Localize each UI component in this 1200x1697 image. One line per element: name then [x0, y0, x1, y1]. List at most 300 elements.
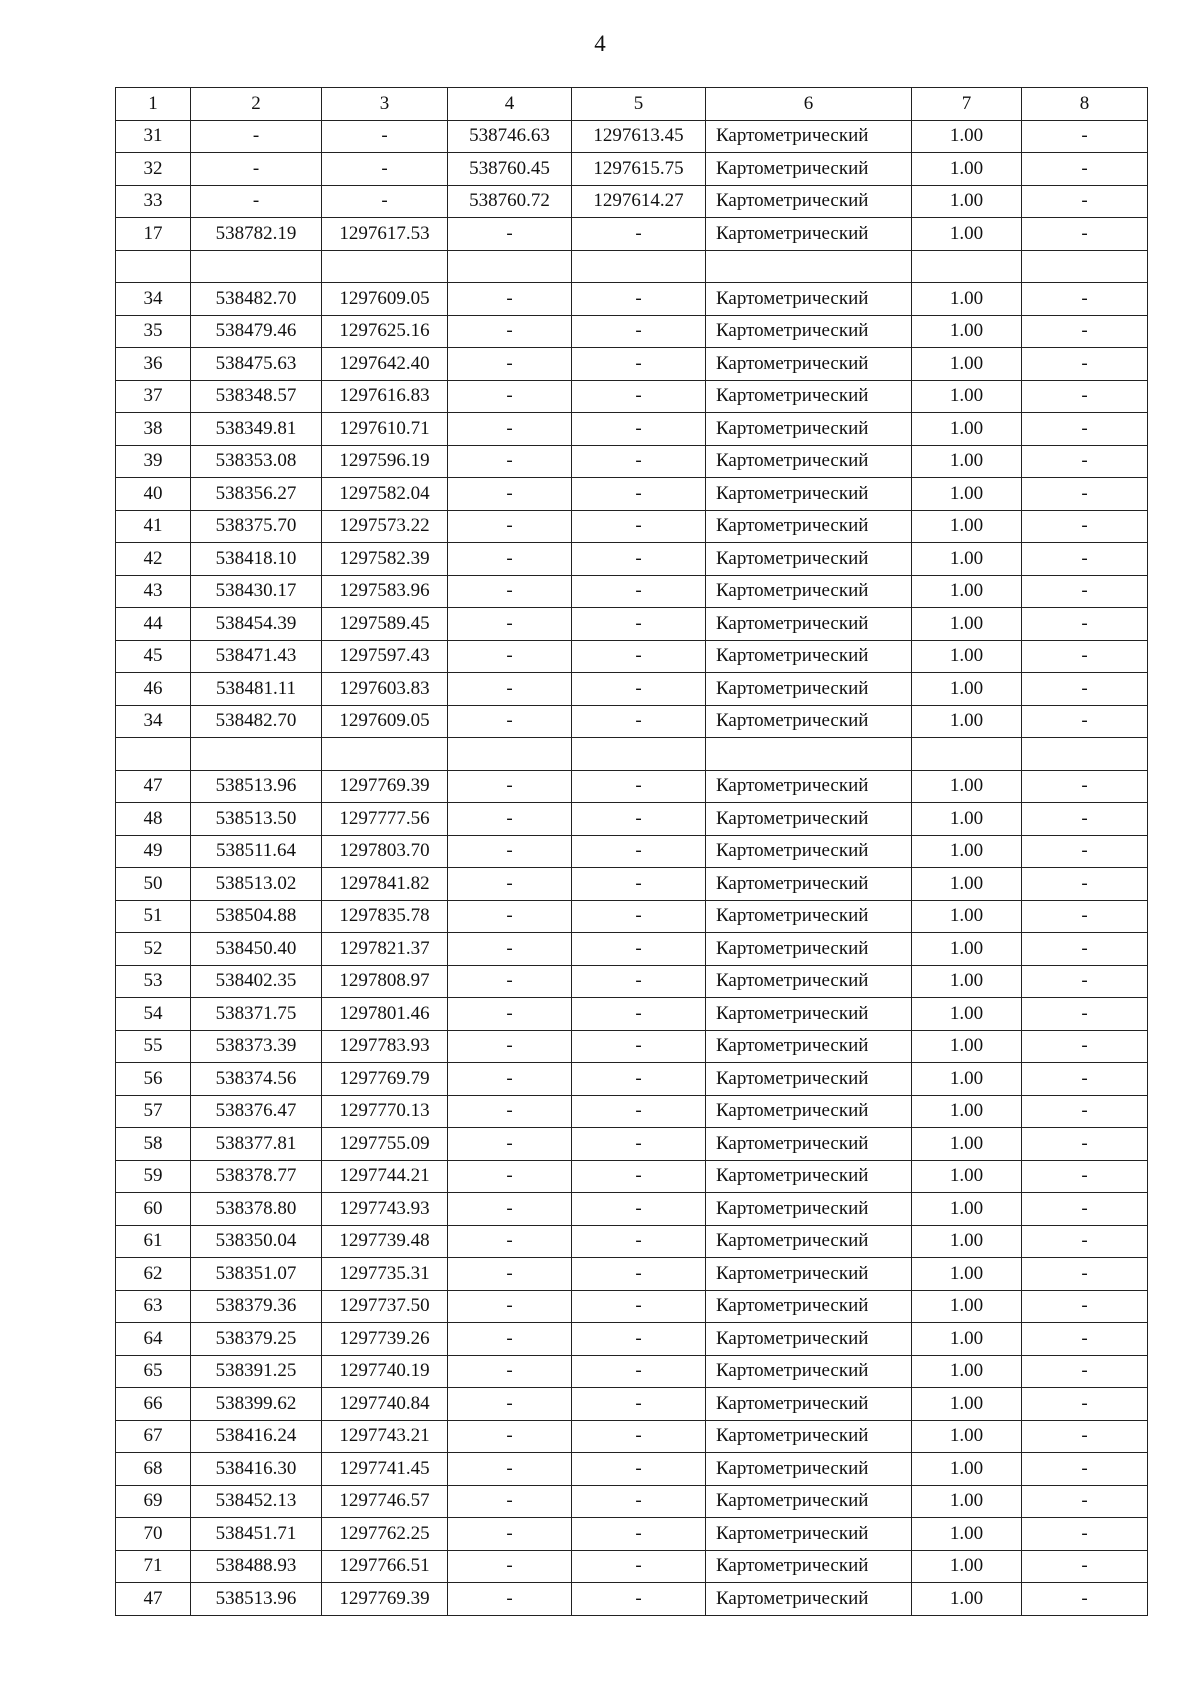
table-cell: 538471.43 — [191, 640, 322, 673]
table-cell: Картометрический — [706, 900, 912, 933]
table-cell: 33 — [116, 185, 191, 218]
table-cell: 1.00 — [912, 933, 1022, 966]
table-cell: 1297614.27 — [572, 185, 706, 218]
table-cell: 43 — [116, 575, 191, 608]
table-cell: 1297743.21 — [322, 1420, 448, 1453]
table-cell: 1.00 — [912, 120, 1022, 153]
table-cell: 64 — [116, 1323, 191, 1356]
table-cell: 538511.64 — [191, 835, 322, 868]
table-cell: 69 — [116, 1485, 191, 1518]
table-cell — [912, 738, 1022, 771]
table-cell: - — [572, 608, 706, 641]
table-cell: 1.00 — [912, 1420, 1022, 1453]
table-cell: 1.00 — [912, 1095, 1022, 1128]
table-cell: 538376.47 — [191, 1095, 322, 1128]
table-cell: 538416.30 — [191, 1453, 322, 1486]
table-cell: - — [1022, 1128, 1148, 1161]
table-cell: - — [572, 510, 706, 543]
table-cell: 1297821.37 — [322, 933, 448, 966]
table-cell: 1297777.56 — [322, 803, 448, 836]
table-row — [116, 413, 1148, 446]
table-cell: - — [572, 965, 706, 998]
table-cell: 1.00 — [912, 380, 1022, 413]
table-cell: 538475.63 — [191, 348, 322, 381]
header-cell: 5 — [572, 88, 706, 121]
table-cell: Картометрический — [706, 1193, 912, 1226]
table-cell: 1297610.71 — [322, 413, 448, 446]
table-cell: 1297589.45 — [322, 608, 448, 641]
table-cell: Картометрический — [706, 803, 912, 836]
table-cell: - — [1022, 283, 1148, 316]
table-cell: 538391.25 — [191, 1355, 322, 1388]
table-cell — [572, 738, 706, 771]
table-cell: 1.00 — [912, 1193, 1022, 1226]
table-cell: 538452.13 — [191, 1485, 322, 1518]
table-cell: - — [448, 1388, 572, 1421]
table-cell: 1.00 — [912, 315, 1022, 348]
header-cell: 8 — [1022, 88, 1148, 121]
table-cell: - — [1022, 1485, 1148, 1518]
table-cell: 1.00 — [912, 900, 1022, 933]
table-cell: - — [1022, 868, 1148, 901]
table-cell: 1297835.78 — [322, 900, 448, 933]
table-cell: - — [572, 1160, 706, 1193]
table-cell: 1.00 — [912, 673, 1022, 706]
table-cell: - — [448, 380, 572, 413]
table-cell: - — [1022, 835, 1148, 868]
table-cell: - — [572, 348, 706, 381]
table-row — [116, 1063, 1148, 1096]
table-cell: 1.00 — [912, 1030, 1022, 1063]
table-cell: 1297617.53 — [322, 218, 448, 251]
table-cell: 53 — [116, 965, 191, 998]
table-cell: - — [1022, 1583, 1148, 1616]
table-cell: - — [448, 608, 572, 641]
table-row — [116, 1453, 1148, 1486]
table-cell: 538416.24 — [191, 1420, 322, 1453]
table-cell: 538454.39 — [191, 608, 322, 641]
table-cell: Картометрический — [706, 965, 912, 998]
table-cell: - — [572, 803, 706, 836]
table-cell: Картометрический — [706, 1128, 912, 1161]
table-cell: 1.00 — [912, 1258, 1022, 1291]
table-cell: - — [572, 1550, 706, 1583]
table-cell: 538374.56 — [191, 1063, 322, 1096]
table-cell: 1.00 — [912, 478, 1022, 511]
table-row — [116, 705, 1148, 738]
table-row — [116, 965, 1148, 998]
table-cell: Картометрический — [706, 1518, 912, 1551]
table-cell — [1022, 250, 1148, 283]
table-cell: 1.00 — [912, 445, 1022, 478]
table-cell: - — [448, 1550, 572, 1583]
table-cell: 51 — [116, 900, 191, 933]
table-cell: 538379.36 — [191, 1290, 322, 1323]
table-cell: 1297769.39 — [322, 770, 448, 803]
table-row — [116, 1550, 1148, 1583]
table-cell: 538353.08 — [191, 445, 322, 478]
table-cell: 538479.46 — [191, 315, 322, 348]
table-cell: - — [1022, 543, 1148, 576]
table-row — [116, 1095, 1148, 1128]
table-cell: 1297625.16 — [322, 315, 448, 348]
table-cell: 538371.75 — [191, 998, 322, 1031]
table-cell: 1297739.26 — [322, 1323, 448, 1356]
table-cell: Картометрический — [706, 348, 912, 381]
table-cell: - — [448, 933, 572, 966]
table-cell: 1297642.40 — [322, 348, 448, 381]
table-cell: 1.00 — [912, 835, 1022, 868]
table-cell: - — [448, 1485, 572, 1518]
header-cell: 6 — [706, 88, 912, 121]
table-cell: 538513.02 — [191, 868, 322, 901]
table-cell: 44 — [116, 608, 191, 641]
table-cell: - — [191, 120, 322, 153]
table-cell: - — [448, 640, 572, 673]
table-cell: 1297766.51 — [322, 1550, 448, 1583]
table-cell: 1.00 — [912, 1225, 1022, 1258]
table-row — [116, 770, 1148, 803]
table-cell: - — [448, 348, 572, 381]
table-cell: 1.00 — [912, 770, 1022, 803]
table-cell: - — [1022, 1258, 1148, 1291]
table-row — [116, 933, 1148, 966]
table-header-row — [116, 88, 1148, 121]
table-cell: 538418.10 — [191, 543, 322, 576]
table-cell: 63 — [116, 1290, 191, 1323]
table-cell: Картометрический — [706, 640, 912, 673]
table-cell: 538378.80 — [191, 1193, 322, 1226]
table-row — [116, 510, 1148, 543]
table-cell: 538482.70 — [191, 283, 322, 316]
table-cell: 538782.19 — [191, 218, 322, 251]
table-cell — [191, 738, 322, 771]
table-cell: - — [572, 1388, 706, 1421]
table-cell: 34 — [116, 283, 191, 316]
table-cell: - — [572, 1193, 706, 1226]
table-cell: 1297735.31 — [322, 1258, 448, 1291]
table-cell: 55 — [116, 1030, 191, 1063]
table-cell: - — [448, 1453, 572, 1486]
table-cell: 538451.71 — [191, 1518, 322, 1551]
table-cell: 1297597.43 — [322, 640, 448, 673]
table-cell: 42 — [116, 543, 191, 576]
table-separator-row — [116, 738, 1148, 771]
table-row — [116, 640, 1148, 673]
table-cell: Картометрический — [706, 1095, 912, 1128]
table-cell: Картометрический — [706, 120, 912, 153]
table-cell: - — [572, 868, 706, 901]
table-cell: 36 — [116, 348, 191, 381]
table-cell: - — [572, 1518, 706, 1551]
table-cell: Картометрический — [706, 933, 912, 966]
table-cell: - — [448, 1258, 572, 1291]
table-cell: - — [1022, 1063, 1148, 1096]
table-cell: - — [572, 1225, 706, 1258]
table-cell: - — [448, 1518, 572, 1551]
table-cell: - — [1022, 998, 1148, 1031]
table-cell: - — [448, 1063, 572, 1096]
table-cell: 538351.07 — [191, 1258, 322, 1291]
table-cell: 41 — [116, 510, 191, 543]
table-cell: 1.00 — [912, 413, 1022, 446]
table-cell: - — [572, 900, 706, 933]
table-row — [116, 283, 1148, 316]
table-cell: 34 — [116, 705, 191, 738]
table-cell: 1297582.04 — [322, 478, 448, 511]
table-cell: 538488.93 — [191, 1550, 322, 1583]
table-row — [116, 185, 1148, 218]
table-cell: 61 — [116, 1225, 191, 1258]
table-cell: Картометрический — [706, 153, 912, 186]
table-cell: - — [1022, 1323, 1148, 1356]
header-cell: 1 — [116, 88, 191, 121]
table-cell: 538430.17 — [191, 575, 322, 608]
table-cell: - — [448, 283, 572, 316]
table-cell: 1297841.82 — [322, 868, 448, 901]
table-row — [116, 1128, 1148, 1161]
table-row — [116, 1290, 1148, 1323]
table-cell: - — [191, 185, 322, 218]
table-row — [116, 1160, 1148, 1193]
table-cell: - — [448, 900, 572, 933]
table-cell: 1.00 — [912, 1128, 1022, 1161]
table-cell: - — [448, 315, 572, 348]
header-cell: 2 — [191, 88, 322, 121]
table-cell: - — [448, 1583, 572, 1616]
table-cell: 1.00 — [912, 185, 1022, 218]
table-cell: 59 — [116, 1160, 191, 1193]
table-cell: - — [1022, 575, 1148, 608]
table-cell: 49 — [116, 835, 191, 868]
table-cell: 538356.27 — [191, 478, 322, 511]
table-cell: - — [191, 153, 322, 186]
table-cell: 1297803.70 — [322, 835, 448, 868]
table-cell — [706, 250, 912, 283]
table-cell: Картометрический — [706, 1388, 912, 1421]
table-cell: - — [448, 1225, 572, 1258]
table-cell: 1.00 — [912, 510, 1022, 543]
table-cell: Картометрический — [706, 1323, 912, 1356]
table-cell: - — [448, 965, 572, 998]
table-cell: 1297743.93 — [322, 1193, 448, 1226]
table-cell: - — [448, 1160, 572, 1193]
table-cell: - — [448, 835, 572, 868]
table-cell: 1.00 — [912, 1290, 1022, 1323]
table-cell: 1.00 — [912, 868, 1022, 901]
table-cell: 1.00 — [912, 640, 1022, 673]
table-cell: Картометрический — [706, 770, 912, 803]
table-cell: - — [572, 933, 706, 966]
table-cell: Картометрический — [706, 1160, 912, 1193]
table-cell: - — [448, 803, 572, 836]
table-cell: 1297744.21 — [322, 1160, 448, 1193]
table-cell: - — [1022, 1355, 1148, 1388]
table-cell: - — [572, 770, 706, 803]
table-cell: - — [1022, 1030, 1148, 1063]
table-cell: - — [1022, 770, 1148, 803]
table-cell: Картометрический — [706, 673, 912, 706]
table-cell — [706, 738, 912, 771]
table-cell: - — [1022, 900, 1148, 933]
table-cell: 538377.81 — [191, 1128, 322, 1161]
table-cell: Картометрический — [706, 185, 912, 218]
table-cell: - — [322, 153, 448, 186]
table-body — [116, 88, 1148, 1616]
table-row — [116, 218, 1148, 251]
table-cell: 50 — [116, 868, 191, 901]
table-cell: - — [1022, 1193, 1148, 1226]
table-cell: 1.00 — [912, 1518, 1022, 1551]
table-cell: 58 — [116, 1128, 191, 1161]
table-cell: - — [448, 1030, 572, 1063]
table-cell: 66 — [116, 1388, 191, 1421]
table-cell: - — [448, 575, 572, 608]
table-cell: 1.00 — [912, 283, 1022, 316]
table-cell: Картометрический — [706, 478, 912, 511]
table-cell: 1297583.96 — [322, 575, 448, 608]
table-cell: 38 — [116, 413, 191, 446]
table-cell: 1.00 — [912, 348, 1022, 381]
table-cell: Картометрический — [706, 608, 912, 641]
table-cell: 17 — [116, 218, 191, 251]
table-cell: 1.00 — [912, 153, 1022, 186]
table-cell: 538481.11 — [191, 673, 322, 706]
table-cell: - — [448, 445, 572, 478]
table-row — [116, 998, 1148, 1031]
table-cell: 1297783.93 — [322, 1030, 448, 1063]
table-cell: 538350.04 — [191, 1225, 322, 1258]
table-cell: - — [1022, 933, 1148, 966]
table-cell — [116, 250, 191, 283]
table-cell: - — [1022, 1420, 1148, 1453]
table-cell: 31 — [116, 120, 191, 153]
table-cell — [448, 250, 572, 283]
table-row — [116, 1030, 1148, 1063]
table-row — [116, 1323, 1148, 1356]
table-cell: - — [448, 1355, 572, 1388]
table-cell: Картометрический — [706, 283, 912, 316]
table-cell: - — [572, 705, 706, 738]
table-cell: - — [572, 575, 706, 608]
table-cell: 1297801.46 — [322, 998, 448, 1031]
table-cell: 1297769.79 — [322, 1063, 448, 1096]
table-row — [116, 1258, 1148, 1291]
table-cell: 1297603.83 — [322, 673, 448, 706]
table-cell: Картометрический — [706, 835, 912, 868]
table-cell: - — [1022, 705, 1148, 738]
table-row — [116, 348, 1148, 381]
table-cell: 1297770.13 — [322, 1095, 448, 1128]
table-row — [116, 1193, 1148, 1226]
table-cell: - — [572, 315, 706, 348]
table-cell: - — [572, 1485, 706, 1518]
table-cell: 1297615.75 — [572, 153, 706, 186]
table-cell: - — [1022, 413, 1148, 446]
table-cell: 1.00 — [912, 705, 1022, 738]
table-cell: 1.00 — [912, 218, 1022, 251]
table-cell: Картометрический — [706, 413, 912, 446]
table-cell: - — [572, 1355, 706, 1388]
table-row — [116, 575, 1148, 608]
table-cell — [191, 250, 322, 283]
table-cell: Картометрический — [706, 1063, 912, 1096]
table-cell: 60 — [116, 1193, 191, 1226]
table-cell: - — [1022, 348, 1148, 381]
table-cell: 1.00 — [912, 608, 1022, 641]
table-cell: - — [448, 1193, 572, 1226]
table-cell: 57 — [116, 1095, 191, 1128]
table-cell: - — [448, 998, 572, 1031]
table-cell: 538746.63 — [448, 120, 572, 153]
table-row — [116, 1355, 1148, 1388]
table-cell: 35 — [116, 315, 191, 348]
table-cell: 1.00 — [912, 1323, 1022, 1356]
table-cell: 1.00 — [912, 543, 1022, 576]
table-cell: 1.00 — [912, 1063, 1022, 1096]
table-cell: 40 — [116, 478, 191, 511]
table-cell: 52 — [116, 933, 191, 966]
table-cell: - — [448, 1420, 572, 1453]
table-cell: 68 — [116, 1453, 191, 1486]
table-cell: Картометрический — [706, 445, 912, 478]
table-cell: - — [1022, 153, 1148, 186]
table-cell: Картометрический — [706, 1258, 912, 1291]
table-cell: - — [448, 1290, 572, 1323]
table-cell: Картометрический — [706, 1583, 912, 1616]
table-row — [116, 1420, 1148, 1453]
table-cell: 1.00 — [912, 1388, 1022, 1421]
table-cell: 1.00 — [912, 1355, 1022, 1388]
table-cell: 538399.62 — [191, 1388, 322, 1421]
table-cell: - — [572, 445, 706, 478]
table-row — [116, 608, 1148, 641]
table-cell: Картометрический — [706, 705, 912, 738]
table-cell: 1297737.50 — [322, 1290, 448, 1323]
table-cell: Картометрический — [706, 1453, 912, 1486]
table-cell: 39 — [116, 445, 191, 478]
table-cell: - — [1022, 1550, 1148, 1583]
table-cell: - — [572, 1258, 706, 1291]
table-row — [116, 1388, 1148, 1421]
table-cell: - — [1022, 608, 1148, 641]
table-cell: 46 — [116, 673, 191, 706]
table-cell: - — [448, 510, 572, 543]
table-cell: - — [1022, 445, 1148, 478]
table-cell: - — [1022, 1095, 1148, 1128]
table-cell: 538373.39 — [191, 1030, 322, 1063]
table-cell: 65 — [116, 1355, 191, 1388]
table-cell: - — [1022, 1225, 1148, 1258]
table-cell: 1297573.22 — [322, 510, 448, 543]
table-cell: - — [448, 478, 572, 511]
table-cell — [448, 738, 572, 771]
table-cell: - — [1022, 120, 1148, 153]
table-cell: 538513.96 — [191, 770, 322, 803]
table-cell: 32 — [116, 153, 191, 186]
table-cell: Картометрический — [706, 315, 912, 348]
table-cell: 48 — [116, 803, 191, 836]
table-cell: - — [1022, 1453, 1148, 1486]
table-cell: - — [448, 770, 572, 803]
table-cell: - — [572, 1420, 706, 1453]
table-cell: 1297613.45 — [572, 120, 706, 153]
table-cell: - — [1022, 803, 1148, 836]
table-row — [116, 868, 1148, 901]
table-cell: - — [1022, 1160, 1148, 1193]
table-cell: - — [448, 1128, 572, 1161]
table-cell: 1297596.19 — [322, 445, 448, 478]
